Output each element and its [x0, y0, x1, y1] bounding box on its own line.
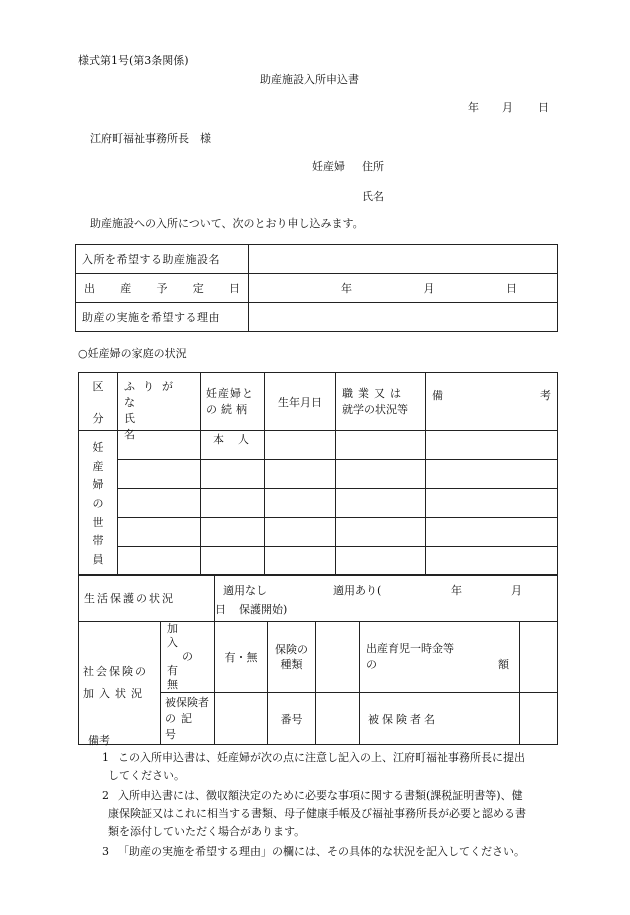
enrollment-yes-no[interactable]: 有・無: [215, 622, 268, 693]
facility-name-label: 入所を希望する助産施設名: [76, 245, 249, 274]
insured-number-label: 番号: [268, 693, 316, 745]
lump-sum-field[interactable]: [520, 622, 558, 693]
intro-text: 助産施設への入所について、次のとおり申し込みます。: [90, 217, 364, 230]
member-relation-self: 本人: [201, 431, 265, 460]
member-occupation-field[interactable]: [336, 489, 426, 518]
due-date-label: 出 産 予 定 日: [76, 274, 249, 303]
note-2-number: 2: [102, 789, 109, 802]
member-remarks-field[interactable]: [426, 489, 558, 518]
member-birthdate-field[interactable]: [265, 431, 336, 460]
date-month: 月: [502, 101, 513, 114]
due-date-field[interactable]: [249, 274, 558, 303]
applicant-label: 妊産婦: [312, 160, 345, 173]
member-birthdate-field[interactable]: [265, 489, 336, 518]
member-relation-field[interactable]: [201, 489, 265, 518]
due-day: 日: [506, 282, 517, 295]
insurance-type-field[interactable]: [316, 622, 360, 693]
note-2-line-b: 康保険証又はこれに相当する書類、母子健康手帳及び福祉事務所長が必要と認める書: [108, 807, 526, 820]
member-occupation-field[interactable]: [336, 547, 426, 576]
lump-sum-label: 出産育児一時金等 の 額: [360, 622, 520, 693]
facility-name-field[interactable]: [249, 245, 558, 274]
member-remarks-field[interactable]: [426, 431, 558, 460]
insurance-type-label: 保険の 種類: [268, 622, 316, 693]
applicant-name-label: 氏名: [362, 190, 384, 203]
member-remarks-field[interactable]: [426, 460, 558, 489]
insurance-label: 社会保険の 加入状況: [79, 622, 161, 745]
section-title: ○妊産婦の家庭の状況: [78, 347, 187, 360]
member-occupation-field[interactable]: [336, 460, 426, 489]
member-birthdate-field[interactable]: [265, 518, 336, 547]
form-title: 助産施設入所申込書: [260, 73, 359, 86]
member-occupation-field[interactable]: [336, 431, 426, 460]
reason-label: 助産の実施を希望する理由: [76, 303, 249, 332]
insured-number-field[interactable]: [316, 693, 360, 745]
member-occupation-field[interactable]: [336, 518, 426, 547]
note-2-line-c: 類を添付していただく場合があります。: [108, 825, 306, 838]
household-table: [78, 372, 558, 576]
reason-field[interactable]: [249, 303, 558, 332]
date-year: 年: [468, 101, 479, 114]
insured-name-field[interactable]: [520, 693, 558, 745]
insured-symbol-label: 被保険者 の記号: [161, 693, 215, 745]
header-occupation: 職業又は 就学の状況等: [336, 373, 426, 431]
welfare-year: 年: [451, 584, 462, 597]
header-name: ふりがな 氏名: [118, 373, 201, 431]
welfare-day: 日: [215, 603, 226, 616]
due-year: 年: [341, 282, 352, 295]
addressee: 江府町福祉事務所長 様: [90, 132, 211, 145]
welfare-month: 月: [511, 584, 522, 597]
member-birthdate-field[interactable]: [265, 547, 336, 576]
header-category: 区 分: [79, 373, 118, 431]
due-month: 月: [423, 282, 435, 295]
member-relation-field[interactable]: [201, 460, 265, 489]
applicant-address-label: 住所: [362, 160, 384, 173]
form-number: 様式第1号(第3条関係): [78, 54, 189, 67]
welfare-status-field: [215, 575, 558, 622]
member-birthdate-field[interactable]: [265, 460, 336, 489]
member-relation-field[interactable]: [201, 547, 265, 576]
member-relation-field[interactable]: [201, 518, 265, 547]
member-name-field[interactable]: [118, 460, 201, 489]
insured-symbol-field[interactable]: [215, 693, 268, 745]
notes-heading: 備考: [88, 734, 110, 747]
date-day: 日: [538, 101, 549, 114]
note-2-line-a: 入所申込書には、徴収額決定のために必要な事項に関する書類(課税証明書等)、健: [118, 789, 523, 802]
insured-name-label: 被保険者名: [360, 693, 520, 745]
header-relation: 妊産婦と の続柄: [201, 373, 265, 431]
welfare-applies-option[interactable]: 適用あり(: [333, 584, 382, 597]
enrollment-label: 加入 の 有無: [161, 622, 215, 693]
note-1-number: 1: [102, 751, 109, 764]
welfare-start-label: 保護開始): [239, 603, 288, 616]
facility-table: [75, 244, 558, 332]
header-remarks: 備 考: [426, 373, 558, 431]
header-birthdate: 生年月日: [265, 373, 336, 431]
household-members-label: 妊 産 婦 の 世 帯 員: [79, 431, 118, 576]
welfare-insurance-table: [78, 574, 558, 745]
member-remarks-field[interactable]: [426, 518, 558, 547]
welfare-status-label: 生活保護の状況: [79, 575, 215, 622]
member-name-field[interactable]: [118, 547, 201, 576]
welfare-none-option[interactable]: 適用なし: [223, 584, 267, 597]
member-name-field[interactable]: [118, 489, 201, 518]
note-1-line-b: してください。: [108, 769, 185, 782]
note-3-line-a: 「助産の実施を希望する理由」の欄には、その具体的な状況を記入してください。: [118, 845, 525, 858]
note-3-number: 3: [102, 845, 109, 858]
member-name-field[interactable]: [118, 518, 201, 547]
member-remarks-field[interactable]: [426, 547, 558, 576]
note-1-line-a: この入所申込書は、妊産婦が次の点に注意し記入の上、江府町福祉事務所長に提出: [118, 751, 525, 764]
